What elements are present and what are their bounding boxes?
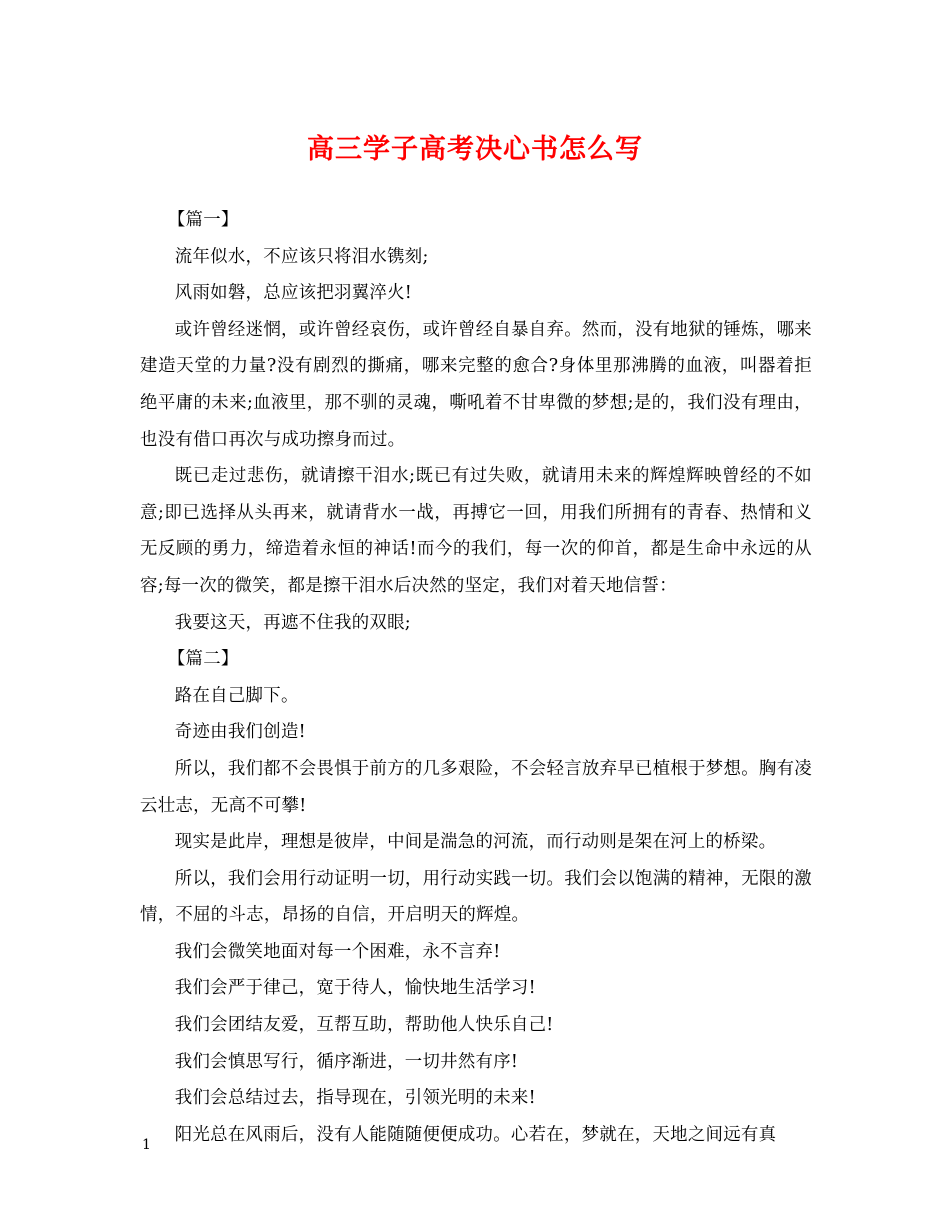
section-heading: 【篇二】 [167, 649, 239, 670]
paragraph: 我们会团结友爱，互帮互助，帮助他人快乐自己! [174, 1015, 554, 1036]
paragraph: 所以，我们会用行动证明一切，用行动实践一切。我们会以饱满的精神，无限的激情，不屈的斗志，昂扬的自信，开启明天的辉煌。 [140, 868, 812, 926]
paragraph: 我要这天，再遮不住我的双眼; [174, 612, 411, 633]
paragraph: 或许曾经迷惘，或许曾经哀伤，或许曾经自暴自弃。然而，没有地狱的锤炼，哪来建造天堂的力量?没有剧烈的撕痛，哪来完整的愈合?身体里那沸腾的血液，叫器着拒绝平庸的未来;血液里，那不驯的灵魂，嘶吼着不甘卑微的梦想;是的，我们没有理由，也没有借口再次与成功擦身而过。 [140, 319, 812, 450]
document-title: 高三学子高考决心书怎么写 [307, 134, 643, 165]
paragraph: 风雨如磐，总应该把羽翼淬火! [174, 283, 413, 304]
paragraph: 既已走过悲伤，就请擦干泪水;既已有过失败，就请用未来的辉煌辉映曾经的不如意;即已选择从头再来，就请背水一战，再搏它一回，用我们所拥有的青春、热情和义无反顾的勇力，缔造着永恒的神话!而今的我们，每一次的仰首，都是生命中永远的从容;每一次的微笑，都是擦干泪水后决然的坚定，我们对着天地信誓： [140, 466, 812, 596]
paragraph: 现实是此岸，理想是彼岸，中间是湍急的河流，而行动则是架在河上的桥梁。 [174, 832, 777, 853]
paragraph: 我们会总结过去，指导现在，引领光明的未来! [174, 1088, 536, 1109]
paragraph: 路在自己脚下。 [174, 685, 299, 706]
document-body [140, 202, 812, 1153]
paragraph: 我们会严于律己，宽于待人，愉快地生活学习! [174, 978, 536, 999]
paragraph: 奇迹由我们创造! [174, 722, 306, 743]
paragraph: 阳光总在风雨后，没有人能随随便便成功。心若在，梦就在，天地之间远有真 [174, 1124, 777, 1145]
section-heading: 【篇一】 [167, 210, 239, 230]
paragraph: 我们会微笑地面对每一个困难，永不言弃! [174, 941, 501, 962]
paragraph: 我们会慎思写行，循序渐进，一切井然有序! [174, 1051, 519, 1072]
paragraph: 流年似水，不应该只将泪水镌刻; [174, 246, 429, 267]
page-number: 1 [142, 1137, 151, 1153]
paragraph: 所以，我们都不会畏惧于前方的几多艰险，不会轻言放弃早已植根于梦想。胸有凌云壮志，无高不可攀! [140, 758, 812, 816]
